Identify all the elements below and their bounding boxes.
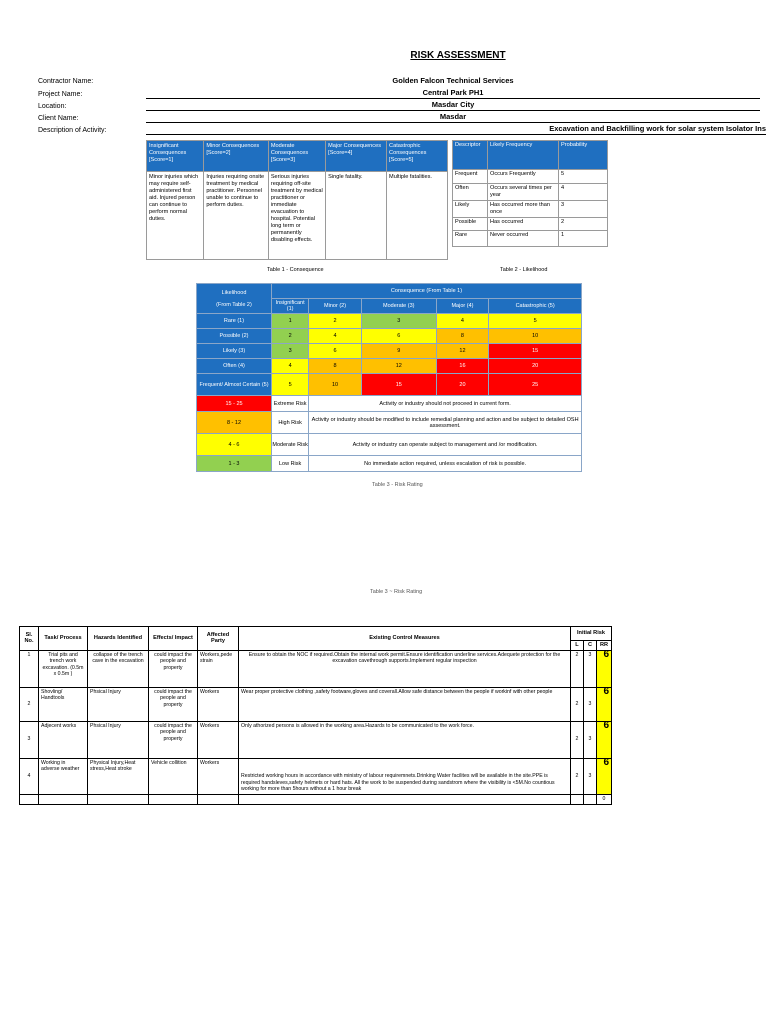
project-label: Project Name: bbox=[38, 91, 83, 98]
consequence-cell: Injuries requiring onsite treatment by medical practitioner. Personnel unable to continue to perform duties. bbox=[204, 172, 269, 260]
row-likelihood: 2 bbox=[571, 758, 584, 794]
table2-caption: Table 2 - Likelihood bbox=[500, 267, 548, 273]
row-party: Workers,pede strain bbox=[198, 650, 239, 687]
likelihood-cell: 2 bbox=[559, 218, 608, 231]
risk-subheader: L bbox=[571, 641, 584, 651]
matrix-cell: 16 bbox=[436, 359, 489, 374]
legend-action: No immediate action required, unless escalation of risk is possible. bbox=[309, 456, 582, 472]
consequence-header: Moderate Consequences [Score=3] bbox=[268, 141, 325, 172]
matrix-cell: 10 bbox=[309, 374, 362, 396]
legend-level: Moderate Risk bbox=[272, 434, 309, 456]
consequence-col-header: Minor (2) bbox=[309, 299, 362, 314]
matrix-cell: 8 bbox=[309, 359, 362, 374]
consequence-col-header: Catastrophic (5) bbox=[489, 299, 582, 314]
consequence-col-header: Moderate (3) bbox=[361, 299, 436, 314]
row-effect: could impact the people and property bbox=[149, 687, 198, 721]
legend-range: 8 - 12 bbox=[197, 412, 272, 434]
matrix-cell: 4 bbox=[309, 329, 362, 344]
empty-cell bbox=[571, 794, 584, 804]
risk-assessment-table bbox=[19, 626, 612, 805]
consequence-cell: Serious injuries requiring off-site treatment by medical practitioner or immediate evacuation to hospital. Potential long term or permanently disabling effects. bbox=[268, 172, 325, 260]
matrix-cell: 15 bbox=[361, 374, 436, 396]
consequence-header: Minor Consequences [Score=2] bbox=[204, 141, 269, 172]
row-effect: could impact the people and property bbox=[149, 650, 198, 687]
matrix-cell: 4 bbox=[272, 359, 309, 374]
col-header: Affected Party bbox=[198, 627, 239, 651]
col-header: Task/ Process bbox=[39, 627, 88, 651]
likelihood-cell: Often bbox=[453, 184, 488, 201]
row-task: Working in adverse weather bbox=[39, 758, 88, 794]
matrix-cell: 20 bbox=[436, 374, 489, 396]
empty-cell bbox=[39, 794, 88, 804]
likelihood-cell: Possible bbox=[453, 218, 488, 231]
consequence-col-header: Insignificant (1) bbox=[272, 299, 309, 314]
row-effect: Vehicle collition bbox=[149, 758, 198, 794]
likelihood-cell: 4 bbox=[559, 184, 608, 201]
activity-label: Description of Activity: bbox=[38, 127, 107, 134]
matrix-cell: 12 bbox=[361, 359, 436, 374]
empty-cell bbox=[584, 794, 597, 804]
row-consequence: 3 bbox=[584, 721, 597, 758]
likelihood-row-header: Frequent/ Almost Certain (5) bbox=[197, 374, 272, 396]
likelihood-cell: Occurs Frequently bbox=[488, 170, 559, 184]
legend-range: 1 - 3 bbox=[197, 456, 272, 472]
row-number: 1 bbox=[20, 650, 39, 687]
consequence-header: Insignificant Consequences [Score=1] bbox=[147, 141, 204, 172]
activity-value: Excavation and Backfilling work for solar system Isolator Ins bbox=[146, 123, 766, 135]
corner-line1: Likelihood bbox=[221, 289, 247, 296]
matrix-cell: 20 bbox=[489, 359, 582, 374]
likelihood-cell: 5 bbox=[559, 170, 608, 184]
table-row bbox=[20, 758, 612, 794]
row-hazard: Phsical Injury bbox=[88, 721, 149, 758]
likelihood-row-header: Often (4) bbox=[197, 359, 272, 374]
table-row-empty bbox=[20, 794, 612, 804]
empty-cell bbox=[20, 794, 39, 804]
row-risk-rating: 6 bbox=[597, 721, 612, 758]
row-risk-rating: 0 bbox=[597, 794, 612, 804]
table-row bbox=[20, 687, 612, 721]
col-header: Effects/ Impact bbox=[149, 627, 198, 651]
consequence-header: Major Consequences [Score=4] bbox=[326, 141, 387, 172]
legend-range: 15 - 25 bbox=[197, 396, 272, 412]
client-label: Client Name: bbox=[38, 115, 79, 122]
row-party: Workers bbox=[198, 721, 239, 758]
col-header: Sl. No. bbox=[20, 627, 39, 651]
row-consequence: 3 bbox=[584, 650, 597, 687]
contractor-label: Contractor Name: bbox=[38, 78, 94, 85]
likelihood-cell: Occurs several times per year bbox=[488, 184, 559, 201]
row-likelihood: 2 bbox=[571, 687, 584, 721]
row-task: Trial pits and trench work excavation. (0.5m x 0.5m ) bbox=[39, 650, 88, 687]
likelihood-header: Likely Frequency bbox=[488, 141, 559, 170]
corner-line2: (From Table 2) bbox=[216, 301, 252, 308]
empty-cell bbox=[239, 794, 571, 804]
legend-level: Low Risk bbox=[272, 456, 309, 472]
matrix-cell: 12 bbox=[436, 344, 489, 359]
matrix-cell: 8 bbox=[436, 329, 489, 344]
likelihood-header: Descriptor bbox=[453, 141, 488, 170]
matrix-cell: 3 bbox=[361, 314, 436, 329]
matrix-cell: 2 bbox=[272, 329, 309, 344]
client-value: Masdar bbox=[146, 111, 760, 123]
matrix-cell: 9 bbox=[361, 344, 436, 359]
likelihood-header: Probability bbox=[559, 141, 608, 170]
likelihood-cell: Has occurred more than once bbox=[488, 201, 559, 218]
row-consequence: 3 bbox=[584, 687, 597, 721]
row-control: Ensure to obtain the NOC if required.Obtain the internal work permit.Ensure identification underline services.Adequete protection for the excavation cavethrough supports.Implement regular inspection bbox=[239, 650, 571, 687]
row-hazard: collapse of the trench cave in the excavation bbox=[88, 650, 149, 687]
likelihood-cell: 1 bbox=[559, 231, 608, 247]
likelihood-cell: 3 bbox=[559, 201, 608, 218]
row-party: Workers bbox=[198, 758, 239, 794]
row-number: 4 bbox=[20, 758, 39, 794]
matrix-cell: 3 bbox=[272, 344, 309, 359]
legend-action: Activity or industry should not proceed in current form. bbox=[309, 396, 582, 412]
legend-action: Activity or industry can operate subject to management and /or modification. bbox=[309, 434, 582, 456]
row-task: Shovling/ Handtools bbox=[39, 687, 88, 721]
row-control: Restricted working hours in accordance with ministry of labour requiremnets.Drinking Water facilites will be available in the site.PPE is required handsleves,safety helmets or hard hats. All the work to be suspended during sandstrom where the visibility is <5M.No countious working for more than 5hours without a 1 hour break bbox=[239, 758, 571, 794]
row-risk-rating: 6 bbox=[597, 650, 612, 687]
row-effect: could impact the people and property bbox=[149, 721, 198, 758]
location-value: Masdar City bbox=[146, 99, 760, 111]
consequence-table bbox=[146, 140, 448, 260]
table-row bbox=[20, 650, 612, 687]
matrix-cell: 15 bbox=[489, 344, 582, 359]
table3-caption: Table 3 - Risk Rating bbox=[372, 482, 423, 488]
row-number: 2 bbox=[20, 687, 39, 721]
likelihood-cell: Frequent bbox=[453, 170, 488, 184]
row-number: 3 bbox=[20, 721, 39, 758]
likelihood-cell: Has occurred bbox=[488, 218, 559, 231]
matrix-cell: 6 bbox=[309, 344, 362, 359]
consequence-header: Consequence (From Table 1) bbox=[272, 284, 582, 299]
row-control: Wear proper protective clothing ,safety footware,gloves and coverall.Allow safe distance between the people if workinf with other people bbox=[239, 687, 571, 721]
row-risk-rating: 6 bbox=[597, 758, 612, 794]
likelihood-cell: Rare bbox=[453, 231, 488, 247]
likelihood-cell: Never occurred bbox=[488, 231, 559, 247]
row-likelihood: 2 bbox=[571, 650, 584, 687]
likelihood-table bbox=[452, 140, 608, 247]
consequence-cell: Single fatality. bbox=[326, 172, 387, 260]
consequence-header: Catastrophic Consequences [Score=5] bbox=[387, 141, 448, 172]
row-hazard: Phsical Injury bbox=[88, 687, 149, 721]
legend-action: Activity or industry should be modified to include remedial planning and action and be subject to detailed OSH assessment. bbox=[309, 412, 582, 434]
likelihood-cell: Likely bbox=[453, 201, 488, 218]
row-task: Adjecent works bbox=[39, 721, 88, 758]
likelihood-row-header: Likely (3) bbox=[197, 344, 272, 359]
matrix-cell: 2 bbox=[309, 314, 362, 329]
legend-level: Extreme Risk bbox=[272, 396, 309, 412]
legend-range: 4 - 6 bbox=[197, 434, 272, 456]
likelihood-corner bbox=[197, 284, 272, 314]
legend-level: High Risk bbox=[272, 412, 309, 434]
empty-cell bbox=[88, 794, 149, 804]
col-header: Existing Control Measures bbox=[239, 627, 571, 651]
col-header: Initial Risk bbox=[571, 627, 612, 641]
row-hazard: Physical Injury,Heat stress,Heat stroke bbox=[88, 758, 149, 794]
matrix-cell: 5 bbox=[272, 374, 309, 396]
row-risk-rating: 6 bbox=[597, 687, 612, 721]
risk-matrix-table bbox=[196, 283, 582, 472]
project-value: Central Park PH1 bbox=[146, 87, 760, 99]
matrix-cell: 1 bbox=[272, 314, 309, 329]
matrix-cell: 10 bbox=[489, 329, 582, 344]
row-consequence: 3 bbox=[584, 758, 597, 794]
risk-subheader: RR bbox=[597, 641, 612, 651]
table1-caption: Table 1 - Consequence bbox=[267, 267, 324, 273]
matrix-cell: 25 bbox=[489, 374, 582, 396]
location-label: Location: bbox=[38, 103, 67, 110]
likelihood-row-header: Possible (2) bbox=[197, 329, 272, 344]
matrix-cell: 6 bbox=[361, 329, 436, 344]
likelihood-row-header: Rare (1) bbox=[197, 314, 272, 329]
consequence-col-header: Major (4) bbox=[436, 299, 489, 314]
risk-subheader: C bbox=[584, 641, 597, 651]
table-row bbox=[20, 721, 612, 758]
consequence-cell: Minor injuries which may require self-administered first aid. Injured person can continue to perform normal duties. bbox=[147, 172, 204, 260]
matrix-cell: 5 bbox=[489, 314, 582, 329]
table3-repeat-caption: Table 3 ~ Risk Rating bbox=[370, 589, 423, 595]
row-likelihood: 2 bbox=[571, 721, 584, 758]
matrix-cell: 4 bbox=[436, 314, 489, 329]
contractor-value: Golden Falcon Technical Services bbox=[392, 76, 514, 85]
row-control: Only athorized persons is allowed in the working area.Hazards to be communicated to the work force. bbox=[239, 721, 571, 758]
empty-cell bbox=[149, 794, 198, 804]
page-title: RISK ASSESSMENT bbox=[410, 50, 506, 61]
empty-cell bbox=[198, 794, 239, 804]
consequence-cell: Multiple fatalities. bbox=[387, 172, 448, 260]
col-header: Hazards Identified bbox=[88, 627, 149, 651]
row-party: Workers bbox=[198, 687, 239, 721]
